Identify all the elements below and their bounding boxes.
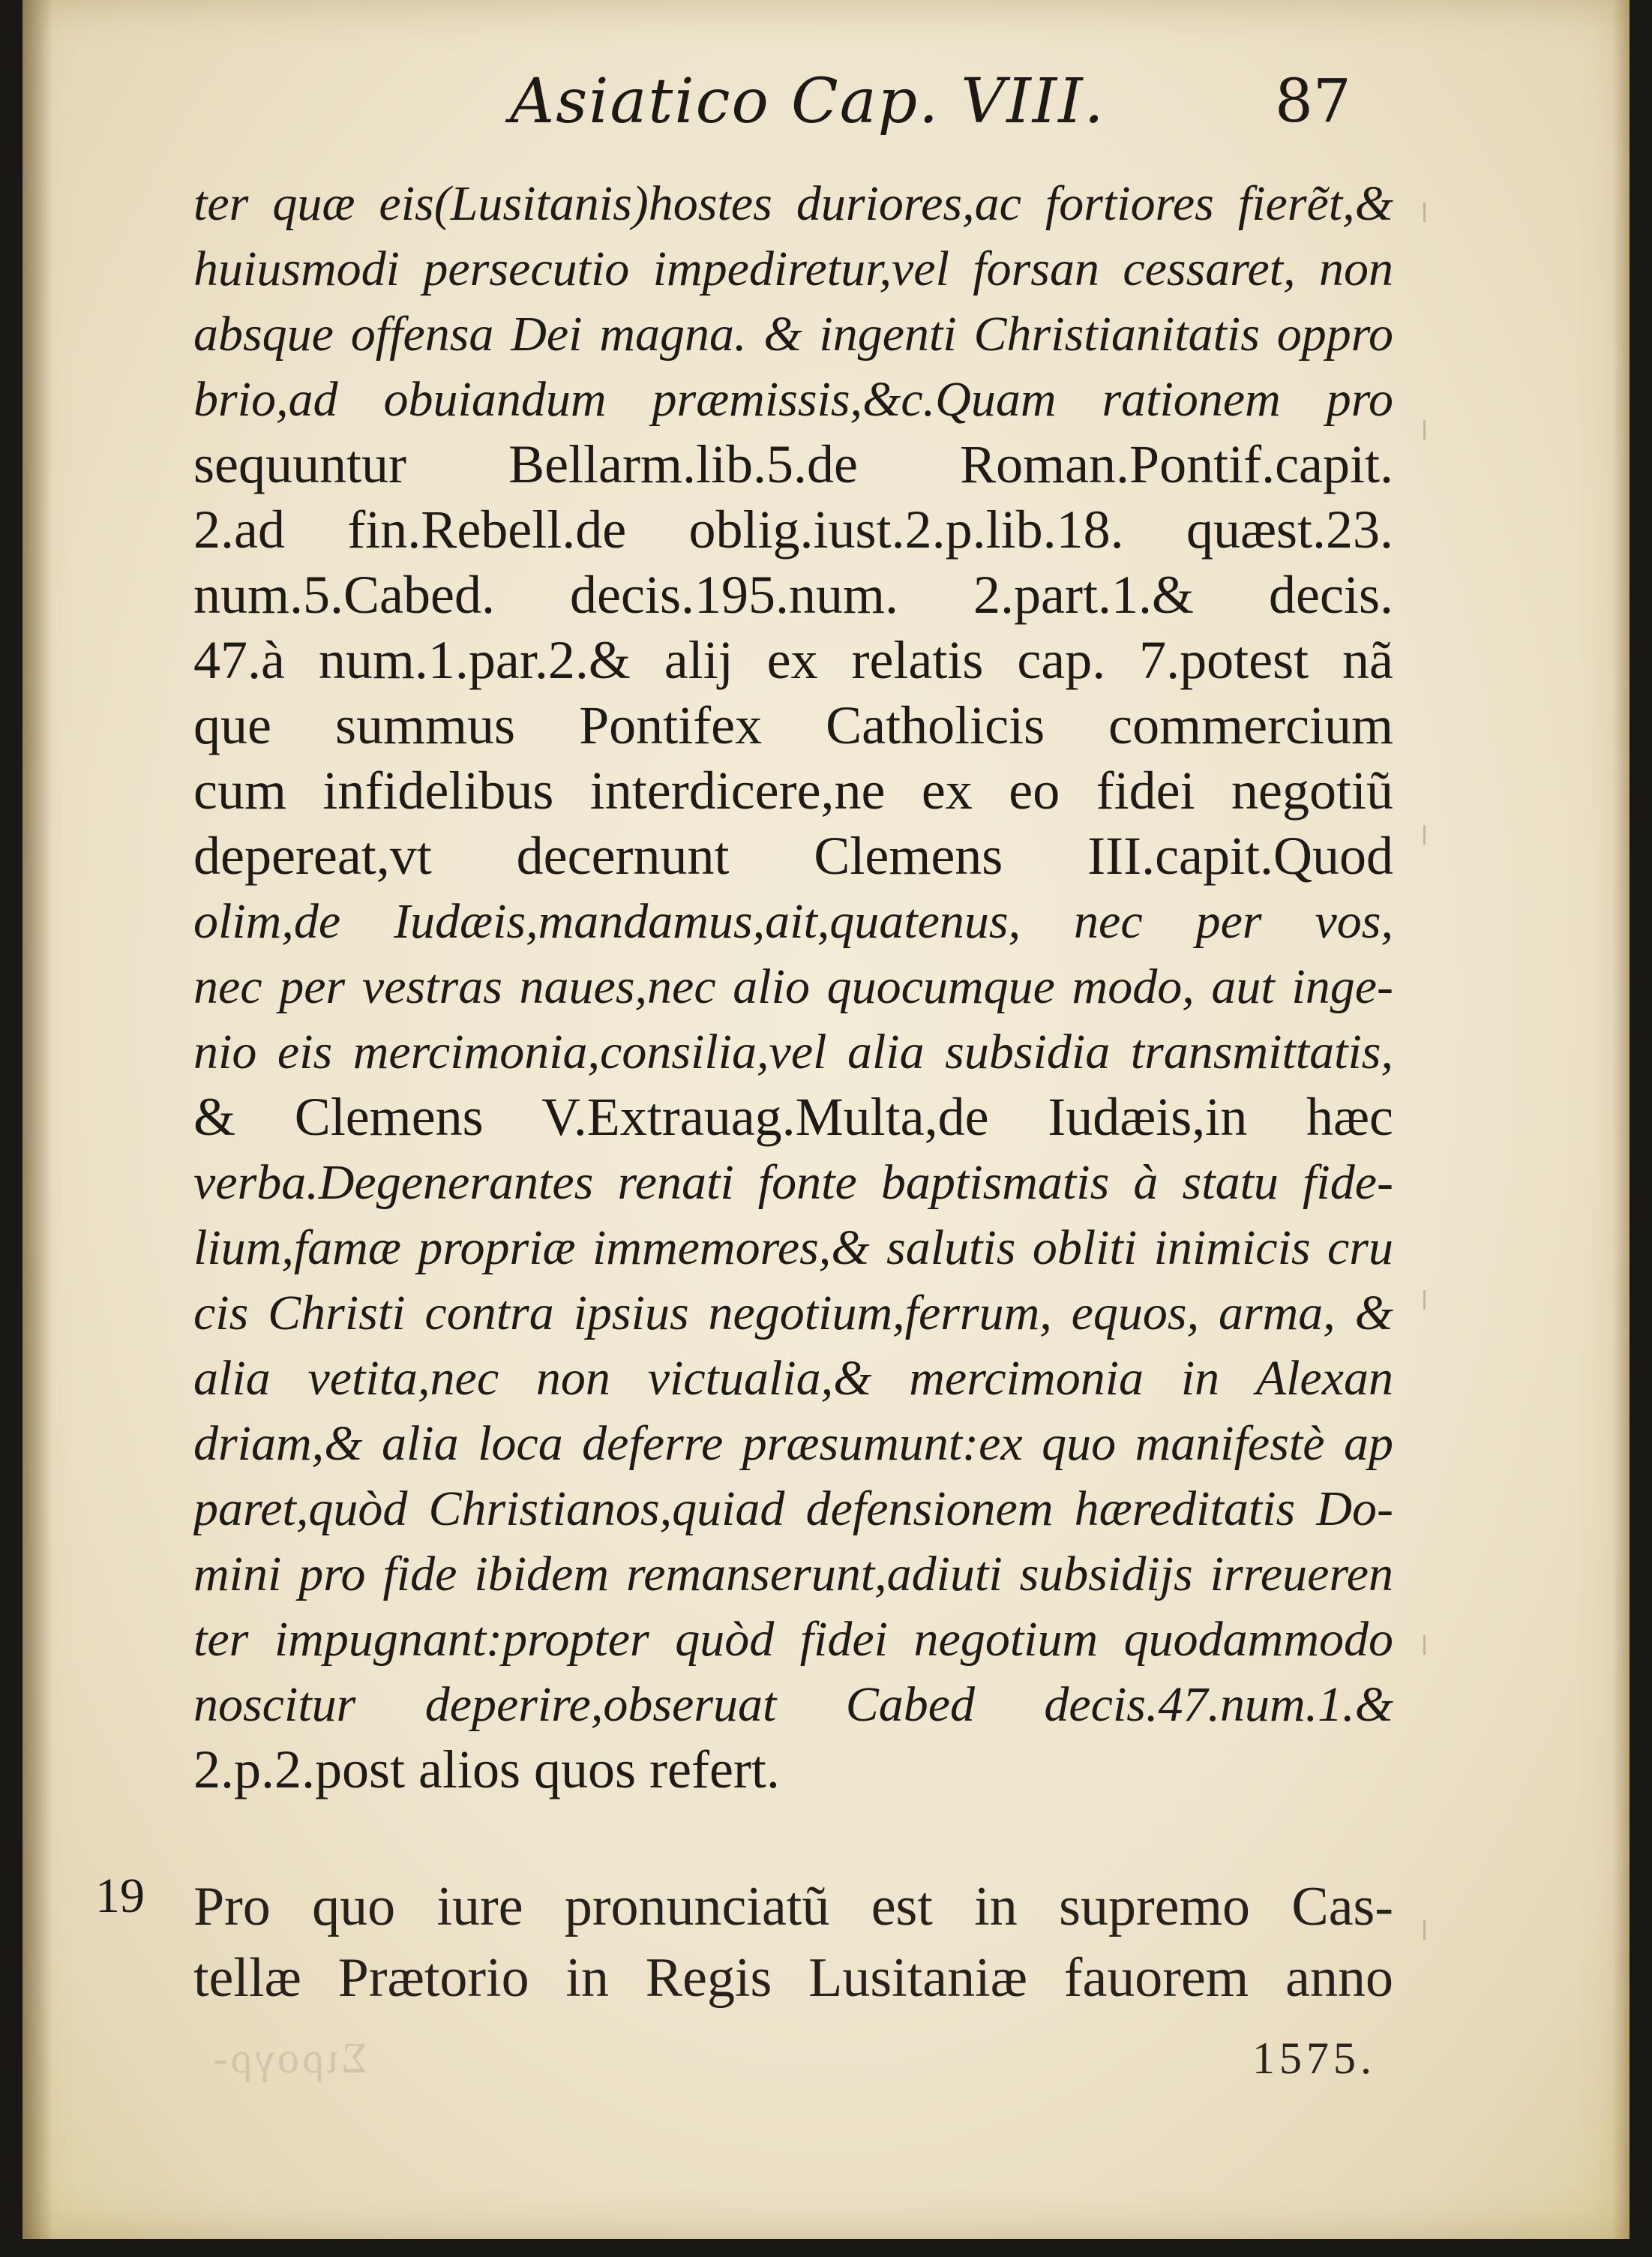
text-line-22: mini pro fide ibidem remanserunt,adiuti subsidijs irreueren xyxy=(193,1547,1393,1601)
paragraph-19-line-1: Pro quo iure pronunciatũ est in supremo Cas- xyxy=(193,1876,1393,1937)
margin-mark xyxy=(1423,825,1426,845)
text-line-18: cis Christi contra ipsius negotium,ferrum, equos, arma, & xyxy=(193,1286,1393,1340)
margin-mark xyxy=(1423,1635,1426,1655)
text-line-15: & Clemens V.Extrauag.Multa,de Iudæis,in hæc xyxy=(193,1087,1393,1147)
text-line-16: verba.Degenerantes renati fonte baptismatis à statu fide- xyxy=(193,1155,1393,1210)
catchword: 1575. xyxy=(1252,2033,1376,2083)
text-line-17: lium,famæ propriæ immemores,& salutis obliti inimicis cru xyxy=(193,1220,1393,1275)
margin-mark xyxy=(1423,1290,1426,1310)
text-line-13: nec per vestras naues,nec alio quocumque modo, aut inge- xyxy=(193,959,1393,1014)
text-line-5: sequuntur Bellarm.lib.5.de Roman.Pontif.capit. xyxy=(193,434,1393,494)
margin-mark xyxy=(1423,420,1426,440)
text-line-20: driam,& alia loca deferre præsumunt:ex quo manifestè ap xyxy=(193,1416,1393,1471)
text-line-9: que summus Pontifex Catholicis commercium xyxy=(193,695,1393,755)
text-line-8: 47.à num.1.par.2.& alij ex relatis cap. 7.potest nã xyxy=(193,630,1393,690)
text-line-7: num.5.Cabed. decis.195.num. 2.part.1.& decis. xyxy=(193,565,1393,625)
paragraph-number: 19 xyxy=(95,1868,145,1923)
page-number: 87 xyxy=(1275,66,1351,136)
main-text-block xyxy=(193,171,1393,1802)
text-line-3: absque offensa Dei magna. & ingenti Christianitatis oppro xyxy=(193,307,1393,362)
text-line-4: brio,ad obuiandum præmissis,&c.Quam rationem pro xyxy=(193,372,1393,427)
text-line-11: depereat,vt decernunt Clemens III.capit.Quod xyxy=(193,826,1393,886)
text-line-23: ter impugnant:propter quòd fidei negotium quodammodo xyxy=(193,1612,1393,1667)
margin-mark xyxy=(1423,203,1426,222)
paragraph-19-text xyxy=(193,1871,1393,2014)
text-line-2: huiusmodi persecutio impediretur,vel forsan cessaret, non xyxy=(193,242,1393,296)
text-line-21: paret,quòd Christianos,quiad defensionem hæreditatis Do- xyxy=(193,1481,1393,1536)
text-line-24: noscitur deperire,obseruat Cabed decis.47.num.1.& xyxy=(193,1677,1393,1732)
text-line-10: cum infidelibus interdicere,ne ex eo fidei negotiũ xyxy=(193,761,1393,821)
text-line-6: 2.ad fin.Rebell.de oblig.iust.2.p.lib.18. quæst.23. xyxy=(193,500,1393,560)
text-line-1: ter quæ eis(Lusitanis)hostes duriores,ac fortiores fierẽt,& xyxy=(193,176,1393,231)
text-line-19: alia vetita,nec non victualia,& mercimonia in Alexan xyxy=(193,1351,1393,1406)
bleed-through-text: Σιρογρ- xyxy=(210,2033,367,2082)
text-line-12: olim,de Iudæis,mandamus,ait,quatenus, nec per vos, xyxy=(193,894,1393,949)
text-line-14: nio eis mercimonia,consilia,vel alia subsidia transmittatis, xyxy=(193,1025,1393,1079)
running-head xyxy=(487,66,1387,149)
running-head-title: Asiatico Cap. VIII. xyxy=(510,66,1105,137)
text-line-25: 2.p.2.post alios quos refert. xyxy=(193,1739,780,1799)
margin-mark xyxy=(1423,1920,1426,1940)
paragraph-19-line-2: tellæ Prætorio in Regis Lusitaniæ fauorem anno xyxy=(193,1947,1393,2009)
book-page xyxy=(22,0,1630,2239)
